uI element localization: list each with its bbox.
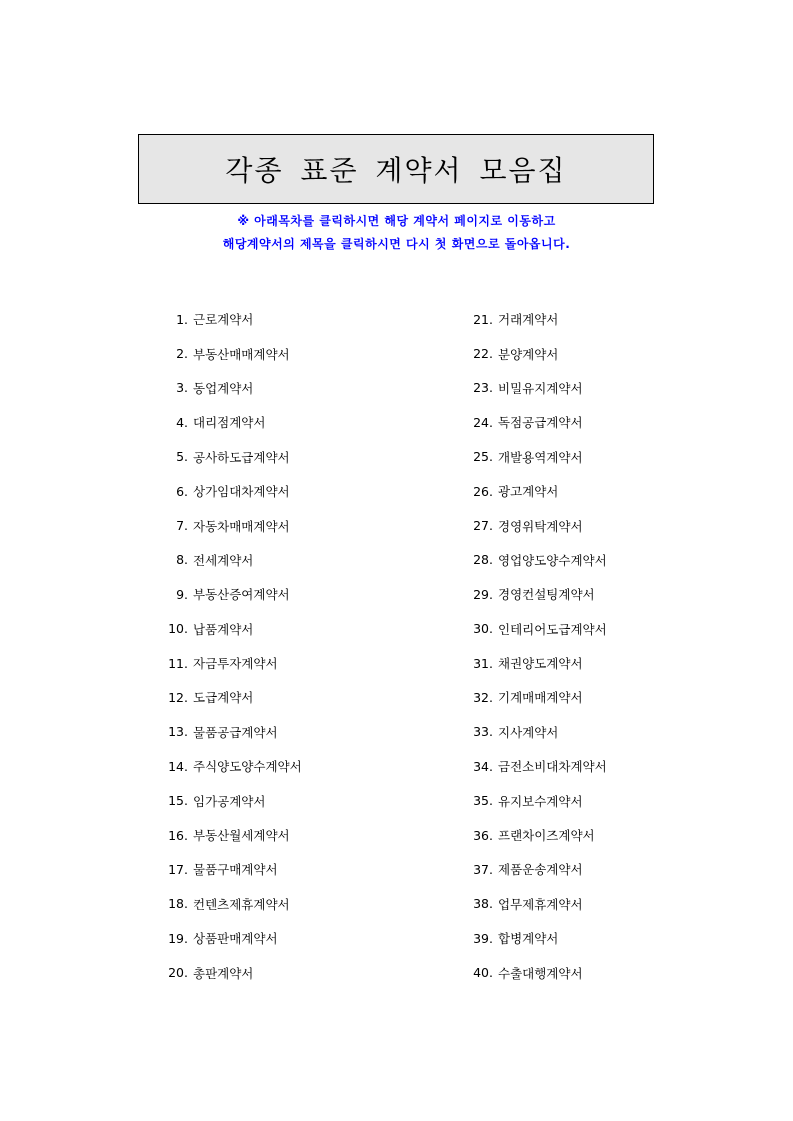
toc-number: 22.	[473, 346, 493, 362]
toc-title: 대리점계약서	[193, 415, 266, 431]
toc-number: 32.	[473, 689, 493, 705]
toc-number: 26.	[473, 483, 493, 499]
toc-title: 인테리어도급계약서	[498, 621, 607, 637]
toc-title: 자동차매매계약서	[193, 518, 290, 534]
toc-title: 상품판매계약서	[193, 931, 278, 947]
toc-number: 40.	[473, 965, 493, 981]
toc-title: 분양계약서	[498, 346, 559, 362]
toc-title: 비밀유지계약서	[498, 380, 583, 396]
toc-number: 14.	[168, 758, 188, 774]
toc-title: 임가공계약서	[193, 793, 266, 809]
notice-line-2: 해당계약서의 제목을 클릭하시면 다시 첫 화면으로 돌아옵니다.	[222, 237, 571, 251]
toc-right-column	[455, 302, 607, 990]
toc-number: 15.	[168, 793, 188, 809]
toc-title: 영업양도양수계약서	[498, 552, 607, 568]
title-box	[138, 134, 654, 204]
toc-title: 독점공급계약서	[498, 415, 583, 431]
toc-link[interactable]	[455, 612, 607, 646]
toc-title: 부동산매매계약서	[193, 346, 290, 362]
toc-title: 근로계약서	[193, 312, 254, 328]
toc-link[interactable]	[150, 921, 302, 955]
toc-link[interactable]	[455, 680, 607, 714]
toc-link[interactable]	[455, 715, 607, 749]
toc-link[interactable]	[150, 818, 302, 852]
toc-title: 경영컨설팅계약서	[498, 587, 595, 603]
toc-title: 개발용역계약서	[498, 449, 583, 465]
notice-line-1: ※ 아래목차를 클릭하시면 해당 계약서 페이지로 이동하고	[237, 214, 556, 228]
toc-number: 34.	[473, 758, 493, 774]
toc-title: 합병계약서	[498, 931, 559, 947]
toc-link[interactable]	[455, 405, 607, 439]
toc-number: 30.	[473, 621, 493, 637]
toc-number: 18.	[168, 896, 188, 912]
toc-number: 25.	[473, 449, 493, 465]
page-title: 각종 표준 계약서 모음집	[225, 154, 567, 187]
toc-link[interactable]	[455, 887, 607, 921]
toc-link[interactable]	[455, 818, 607, 852]
toc-link[interactable]	[455, 543, 607, 577]
toc-link[interactable]	[455, 440, 607, 474]
toc-title: 자금투자계약서	[193, 656, 278, 672]
toc-title: 제품운송계약서	[498, 862, 583, 878]
toc-link[interactable]	[150, 371, 302, 405]
toc-number: 31.	[473, 655, 493, 671]
toc-title: 거래계약서	[498, 312, 559, 328]
toc-title: 전세계약서	[193, 552, 254, 568]
toc-number: 33.	[473, 724, 493, 740]
toc-link[interactable]	[455, 336, 607, 370]
toc-title: 기계매매계약서	[498, 690, 583, 706]
toc-link[interactable]	[455, 783, 607, 817]
toc-number: 16.	[168, 827, 188, 843]
toc-link[interactable]	[150, 440, 302, 474]
toc-link[interactable]	[455, 508, 607, 542]
toc-link[interactable]	[150, 955, 302, 989]
toc-link[interactable]	[150, 508, 302, 542]
toc-number: 11.	[168, 655, 188, 671]
toc-number: 20.	[168, 965, 188, 981]
toc-link[interactable]	[150, 887, 302, 921]
toc-number: 17.	[168, 861, 188, 877]
toc-title: 물품공급계약서	[193, 724, 278, 740]
toc-title: 수출대행계약서	[498, 965, 583, 981]
toc-title: 채권양도계약서	[498, 656, 583, 672]
toc-link[interactable]	[455, 955, 607, 989]
toc-title: 도급계약서	[193, 690, 254, 706]
toc-link[interactable]	[150, 749, 302, 783]
toc-link[interactable]	[150, 715, 302, 749]
toc-link[interactable]	[150, 302, 302, 336]
toc-link[interactable]	[150, 612, 302, 646]
toc-link[interactable]	[455, 749, 607, 783]
toc-title: 프랜차이즈계약서	[498, 828, 595, 844]
toc-title: 동업계약서	[193, 380, 254, 396]
toc-number: 28.	[473, 552, 493, 568]
toc-number: 2.	[176, 346, 188, 362]
toc-number: 1.	[176, 311, 188, 327]
toc-link[interactable]	[150, 474, 302, 508]
toc-title: 주식양도양수계약서	[193, 759, 302, 775]
toc-link[interactable]	[455, 302, 607, 336]
toc-title: 지사계약서	[498, 724, 559, 740]
toc-link[interactable]	[455, 646, 607, 680]
toc-number: 5.	[176, 449, 188, 465]
toc-link[interactable]	[150, 783, 302, 817]
toc-title: 경영위탁계약서	[498, 518, 583, 534]
toc-number: 23.	[473, 380, 493, 396]
toc-link[interactable]	[455, 852, 607, 886]
toc-title: 상가임대차계약서	[193, 484, 290, 500]
toc-link[interactable]	[150, 680, 302, 714]
toc-link[interactable]	[455, 921, 607, 955]
toc-number: 10.	[168, 621, 188, 637]
toc-link[interactable]	[150, 577, 302, 611]
toc-link[interactable]	[455, 577, 607, 611]
toc-link[interactable]	[150, 543, 302, 577]
toc-number: 38.	[473, 896, 493, 912]
toc-number: 4.	[176, 414, 188, 430]
toc-number: 37.	[473, 861, 493, 877]
toc-title: 부동산증여계약서	[193, 587, 290, 603]
toc-number: 12.	[168, 689, 188, 705]
toc-number: 21.	[473, 311, 493, 327]
toc-link[interactable]	[150, 336, 302, 370]
toc-title: 물품구매계약서	[193, 862, 278, 878]
toc-number: 3.	[176, 380, 188, 396]
toc-number: 7.	[176, 518, 188, 534]
toc-left-column	[150, 302, 302, 990]
toc-link[interactable]	[150, 405, 302, 439]
toc-number: 29.	[473, 586, 493, 602]
toc-title: 컨텐츠제휴계약서	[193, 896, 290, 912]
toc-title: 공사하도급계약서	[193, 449, 290, 465]
toc-number: 35.	[473, 793, 493, 809]
toc-link[interactable]	[455, 371, 607, 405]
toc-number: 36.	[473, 827, 493, 843]
toc-title: 총판계약서	[193, 965, 254, 981]
toc-number: 39.	[473, 930, 493, 946]
toc-number: 13.	[168, 724, 188, 740]
toc-title: 납품계약서	[193, 621, 254, 637]
toc-number: 27.	[473, 518, 493, 534]
toc-number: 8.	[176, 552, 188, 568]
toc-title: 금전소비대차계약서	[498, 759, 607, 775]
toc-title: 광고계약서	[498, 484, 559, 500]
toc-number: 9.	[176, 586, 188, 602]
toc-link[interactable]	[150, 852, 302, 886]
toc-title: 부동산월세계약서	[193, 828, 290, 844]
toc-number: 6.	[176, 483, 188, 499]
toc-number: 24.	[473, 414, 493, 430]
toc-title: 업무제휴계약서	[498, 896, 583, 912]
toc-link[interactable]	[455, 474, 607, 508]
toc-link[interactable]	[150, 646, 302, 680]
toc-number: 19.	[168, 930, 188, 946]
toc-title: 유지보수계약서	[498, 793, 583, 809]
